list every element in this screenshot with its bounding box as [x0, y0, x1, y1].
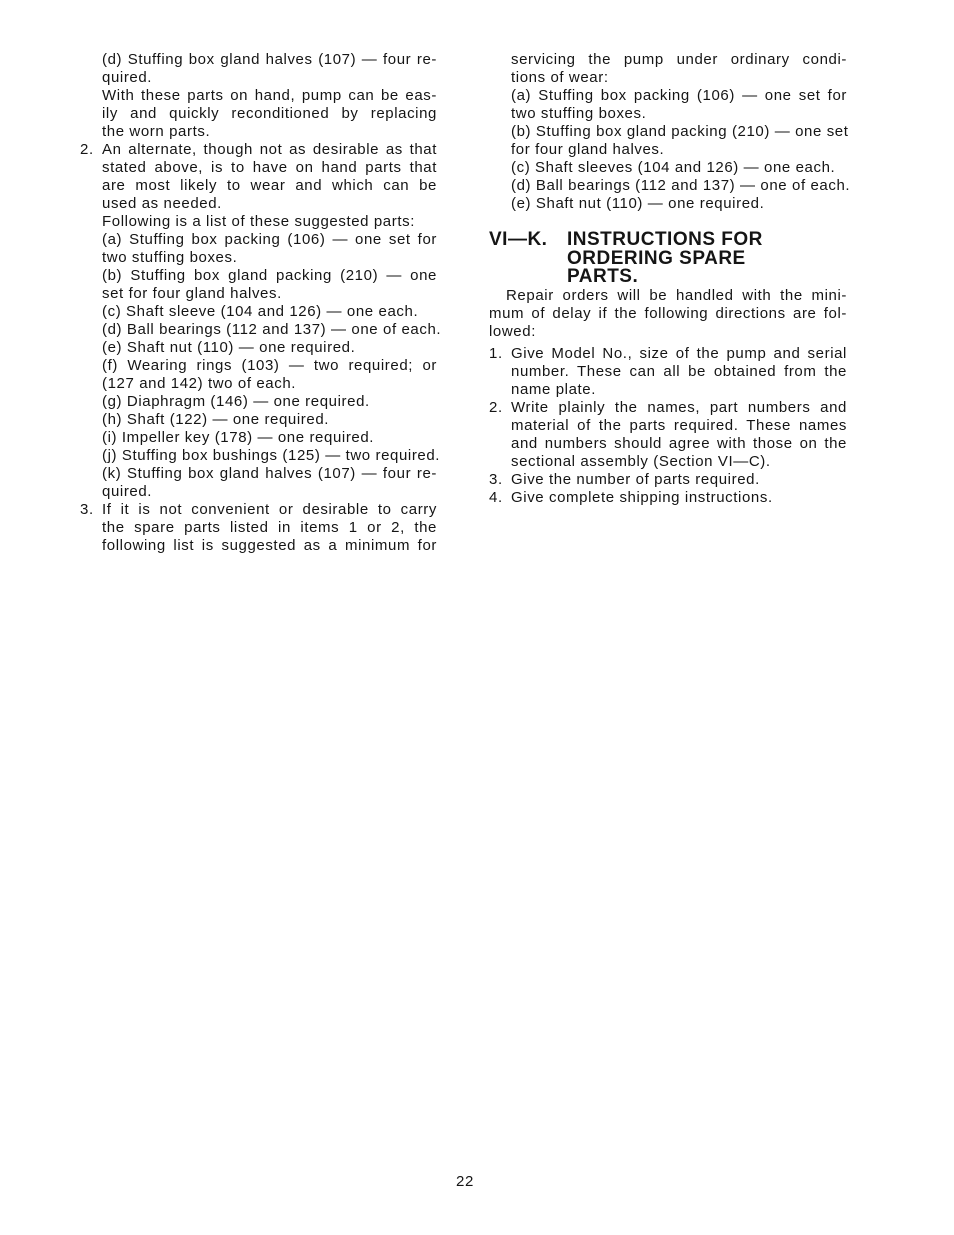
text-line: With these parts on hand, pump can be eas-	[102, 87, 437, 104]
section-title-line: PARTS.	[567, 266, 639, 287]
text-line: are most likely to wear and which can be	[102, 177, 437, 194]
list-item	[102, 339, 437, 357]
list-item	[102, 321, 442, 339]
list-item	[511, 123, 847, 159]
text-line: (e) Shaft nut (110) — one required.	[102, 339, 356, 356]
text-line: servicing the pump under ordinary condi-	[511, 51, 847, 68]
section-intro	[489, 287, 847, 341]
text-line: two stuffing boxes.	[511, 105, 647, 122]
list-item	[102, 447, 441, 465]
text-line: the spare parts listed in items 1 or 2, the	[102, 519, 437, 536]
step-number: 3.	[489, 471, 503, 488]
text-line: quired.	[102, 69, 153, 86]
step-item	[489, 399, 847, 471]
list-intro: Following is a list of these suggested parts:	[102, 213, 415, 230]
text-line: (h) Shaft (122) — one required.	[102, 411, 330, 428]
list-item	[511, 195, 847, 213]
section-title	[567, 231, 847, 287]
text-line: (e) Shaft nut (110) — one required.	[511, 195, 765, 212]
list-item	[511, 159, 847, 177]
numbered-item-3	[80, 501, 437, 555]
text-line: stated above, is to have on hand parts that	[102, 159, 437, 176]
instruction-steps	[489, 345, 847, 507]
list-item	[102, 411, 437, 429]
text-line: quired.	[102, 483, 153, 500]
text-line: (c) Shaft sleeve (104 and 126) — one each.	[102, 303, 419, 320]
text-line: Repair orders will be handled with the mini-	[506, 286, 847, 304]
list-item	[511, 177, 851, 195]
text-line: tions of wear:	[511, 69, 609, 86]
step-body	[511, 399, 847, 471]
text-line: sectional assembly (Section VI—C).	[511, 453, 771, 470]
section-heading	[489, 231, 847, 287]
text-line: number. These can all be obtained from the	[511, 363, 847, 380]
text-line: (f) Wearing rings (103) — two required; or	[102, 357, 437, 374]
list-item	[102, 267, 437, 303]
step-number: 1.	[489, 345, 503, 362]
item-body	[102, 141, 442, 501]
list-item	[102, 303, 437, 321]
text-line: (b) Stuffing box gland packing (210) — one	[102, 267, 437, 284]
text-line: If it is not convenient or desirable to carry	[102, 501, 437, 518]
list-item	[102, 429, 437, 447]
part-list	[102, 231, 442, 501]
item-number: 3.	[80, 501, 94, 518]
step-body	[511, 471, 847, 489]
text-line: Give the number of parts required.	[511, 471, 760, 488]
text-line: (a) Stuffing box packing (106) — one set for	[511, 87, 847, 104]
text-line: Write plainly the names, part numbers and	[511, 399, 847, 416]
text-line: material of the parts required. These names	[511, 417, 847, 434]
continued-part-item	[102, 51, 437, 87]
step-body	[511, 489, 847, 507]
item-number: 2.	[80, 141, 94, 158]
page-number: 22	[456, 1173, 474, 1190]
section-title-line: ORDERING SPARE	[567, 247, 746, 269]
continued-item-3	[511, 51, 851, 213]
text-line: following list is suggested as a minimum for	[102, 537, 437, 554]
section-number: VI—K.	[489, 229, 548, 250]
list-item	[102, 357, 437, 393]
step-item	[489, 489, 847, 507]
text-line: two stuffing boxes.	[102, 249, 238, 266]
step-item	[489, 471, 847, 489]
text-line: (g) Diaphragm (146) — one required.	[102, 393, 370, 410]
text-line: Give Model No., size of the pump and serial	[511, 345, 847, 362]
item-body	[102, 501, 437, 555]
step-body	[511, 345, 847, 399]
step-number: 4.	[489, 489, 503, 506]
text-line: set for four gland halves.	[102, 285, 282, 302]
text-line: An alternate, though not as desirable as that	[102, 141, 437, 158]
right-column	[489, 51, 851, 507]
list-item	[102, 465, 437, 501]
text-line: (c) Shaft sleeves (104 and 126) — one each.	[511, 159, 836, 176]
left-column	[80, 51, 442, 555]
text-line: (i) Impeller key (178) — one required.	[102, 429, 375, 446]
step-item	[489, 345, 847, 399]
text-line: (127 and 142) two of each.	[102, 375, 297, 392]
text-line: Give complete shipping instructions.	[511, 489, 773, 506]
numbered-item-2	[80, 141, 442, 501]
list-item	[511, 87, 847, 123]
part-list	[511, 87, 851, 213]
list-item	[102, 231, 437, 267]
continued-note	[102, 87, 437, 141]
text-line: name plate.	[511, 381, 596, 398]
section-title-line: INSTRUCTIONS FOR	[567, 229, 763, 250]
text-line: (a) Stuffing box packing (106) — one set for	[102, 231, 437, 248]
text-line: (d) Ball bearings (112 and 137) — one of each.	[511, 177, 851, 194]
list-item	[102, 393, 437, 411]
text-line: (j) Stuffing box bushings (125) — two required.	[102, 447, 441, 464]
text-line: the worn parts.	[102, 123, 211, 140]
text-line: used as needed.	[102, 195, 222, 212]
text-line: for four gland halves.	[511, 141, 665, 158]
text-line: ily and quickly reconditioned by replacing	[102, 105, 437, 122]
text-line: lowed:	[489, 322, 536, 340]
text-line: (b) Stuffing box gland packing (210) — one set	[511, 123, 849, 140]
text-line: and numbers should agree with those on the	[511, 435, 847, 452]
text-line: (d) Ball bearings (112 and 137) — one of each.	[102, 321, 442, 338]
text-line: (d) Stuffing box gland halves (107) — four re-	[102, 51, 437, 68]
text-line: mum of delay if the following directions are fol-	[489, 304, 847, 322]
step-number: 2.	[489, 399, 503, 416]
text-line: (k) Stuffing box gland halves (107) — four re-	[102, 465, 437, 482]
